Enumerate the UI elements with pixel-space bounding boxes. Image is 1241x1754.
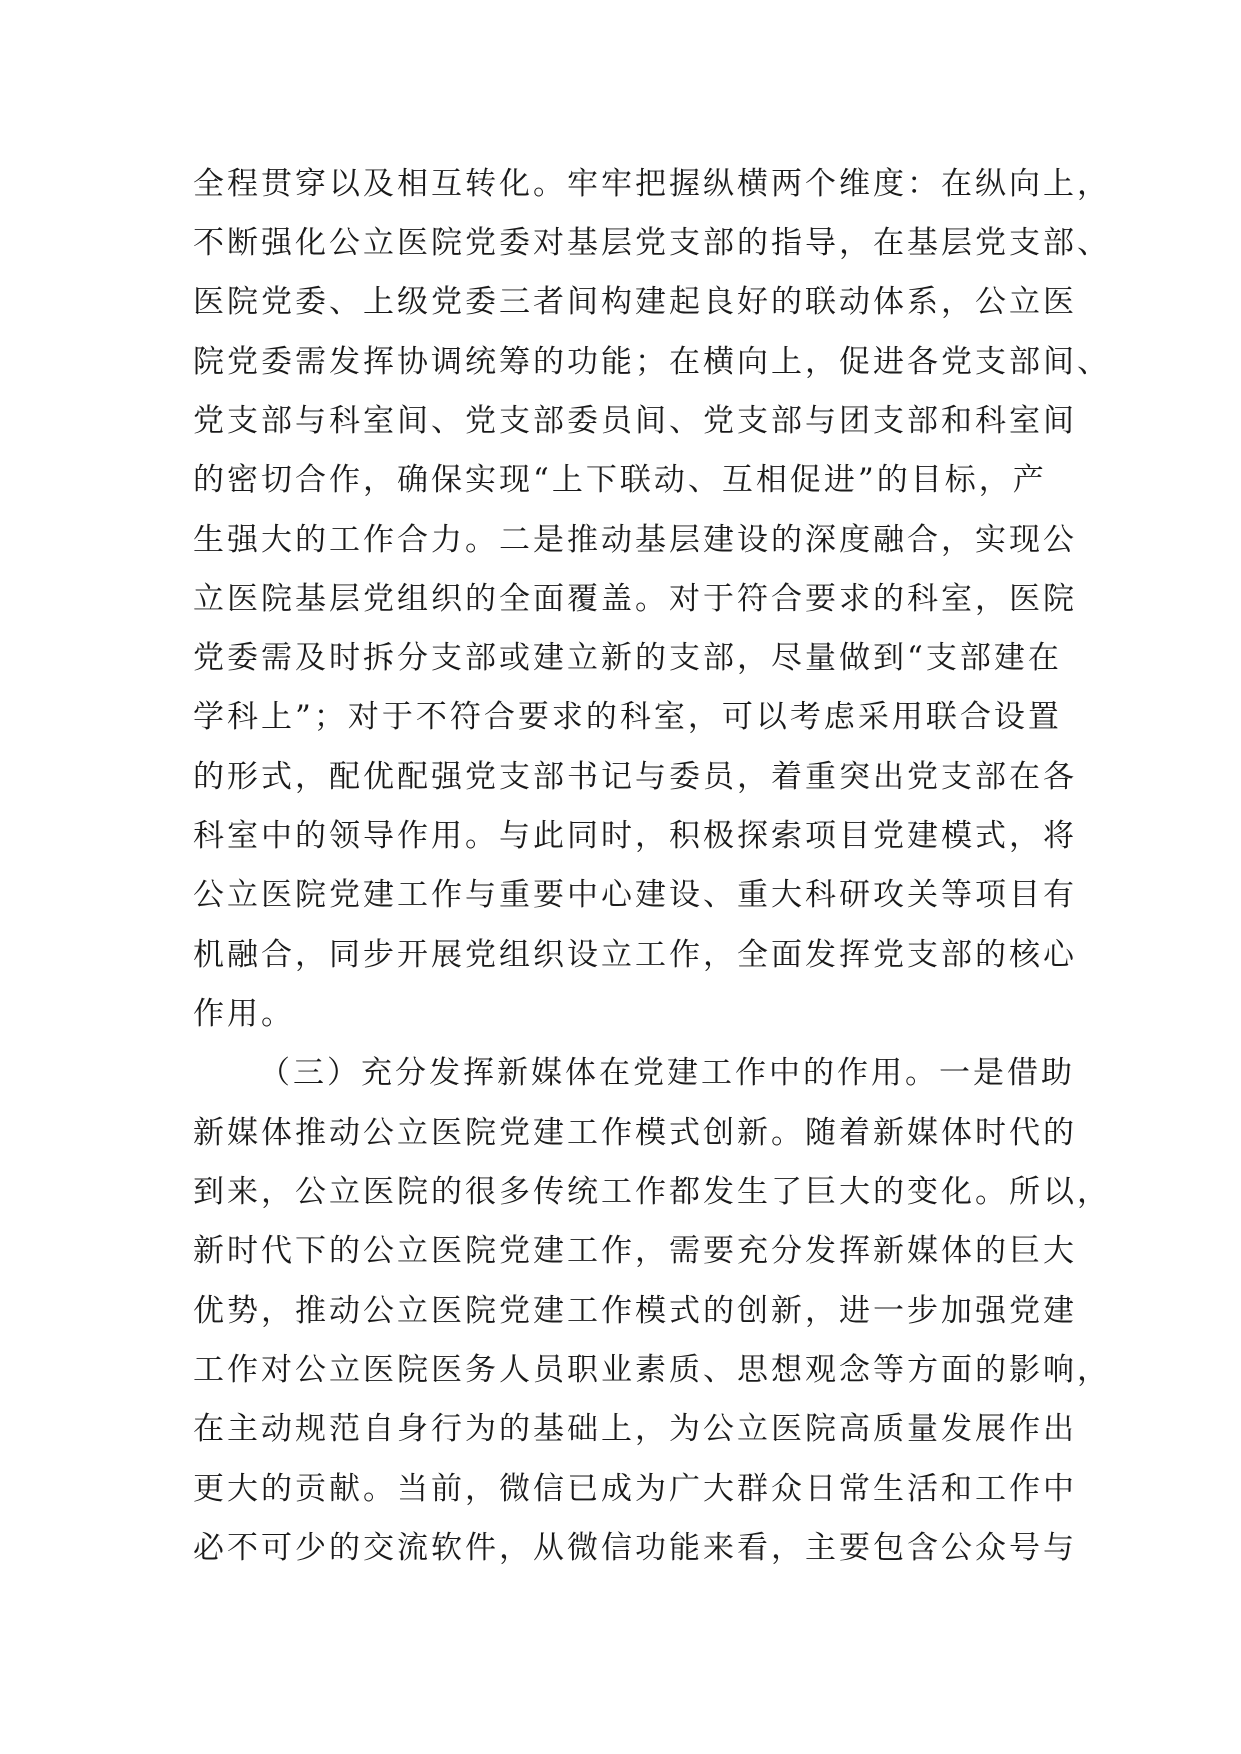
text-line: 的密切合作，确保实现“上下联动、互相促进”的目标，产: [193, 462, 1047, 498]
text-line: 在主动规范自身行为的基础上，为公立医院高质量发展作出: [193, 1411, 1077, 1447]
text-line: 党委需及时拆分支部或建立新的支部，尽量做到“支部建在: [193, 640, 1062, 676]
text-line: 医院党委、上级党委三者间构建起良好的联动体系，公立医: [193, 284, 1077, 320]
text-line: 全程贯穿以及相互转化。牢牢把握纵横两个维度：在纵向上，: [193, 166, 1111, 202]
text-line: 更大的贡献。当前，微信已成为广大群众日常生活和工作中: [193, 1471, 1077, 1507]
text-line: 优势，推动公立医院党建工作模式的创新，进一步加强党建: [193, 1293, 1077, 1329]
text-line: 必不可少的交流软件，从微信功能来看，主要包含公众号与: [193, 1530, 1077, 1566]
text-line: 的形式，配优配强党支部书记与委员，着重突出党支部在各: [193, 759, 1077, 795]
text-line: 党支部与科室间、党支部委员间、党支部与团支部和科室间: [193, 403, 1077, 439]
text-line: 科室中的领导作用。与此同时，积极探索项目党建模式，将: [193, 818, 1077, 854]
text-line: 公立医院党建工作与重要中心建设、重大科研攻关等项目有: [193, 877, 1077, 913]
text-line: 新媒体推动公立医院党建工作模式创新。随着新媒体时代的: [193, 1115, 1077, 1151]
text-line: 不断强化公立医院党委对基层党支部的指导，在基层党支部、: [193, 225, 1111, 261]
text-line: 机融合，同步开展党组织设立工作，全面发挥党支部的核心: [193, 937, 1077, 973]
text-line: 工作对公立医院医务人员职业素质、思想观念等方面的影响，: [193, 1352, 1111, 1388]
text-line: 立医院基层党组织的全面覆盖。对于符合要求的科室，医院: [193, 581, 1077, 617]
text-line: 新时代下的公立医院党建工作，需要充分发挥新媒体的巨大: [193, 1233, 1077, 1269]
text-line: 生强大的工作合力。二是推动基层建设的深度融合，实现公: [193, 522, 1077, 558]
text-line: 院党委需发挥协调统筹的功能；在横向上，促进各党支部间、: [193, 344, 1111, 380]
text-line: 学科上”；对于不符合要求的科室，可以考虑采用联合设置: [193, 699, 1062, 735]
section-heading-line: （三）充分发挥新媒体在党建工作中的作用。一是借助: [259, 1055, 1075, 1091]
text-line: 作用。: [193, 996, 295, 1032]
text-line: 到来，公立医院的很多传统工作都发生了巨大的变化。所以，: [193, 1174, 1111, 1210]
